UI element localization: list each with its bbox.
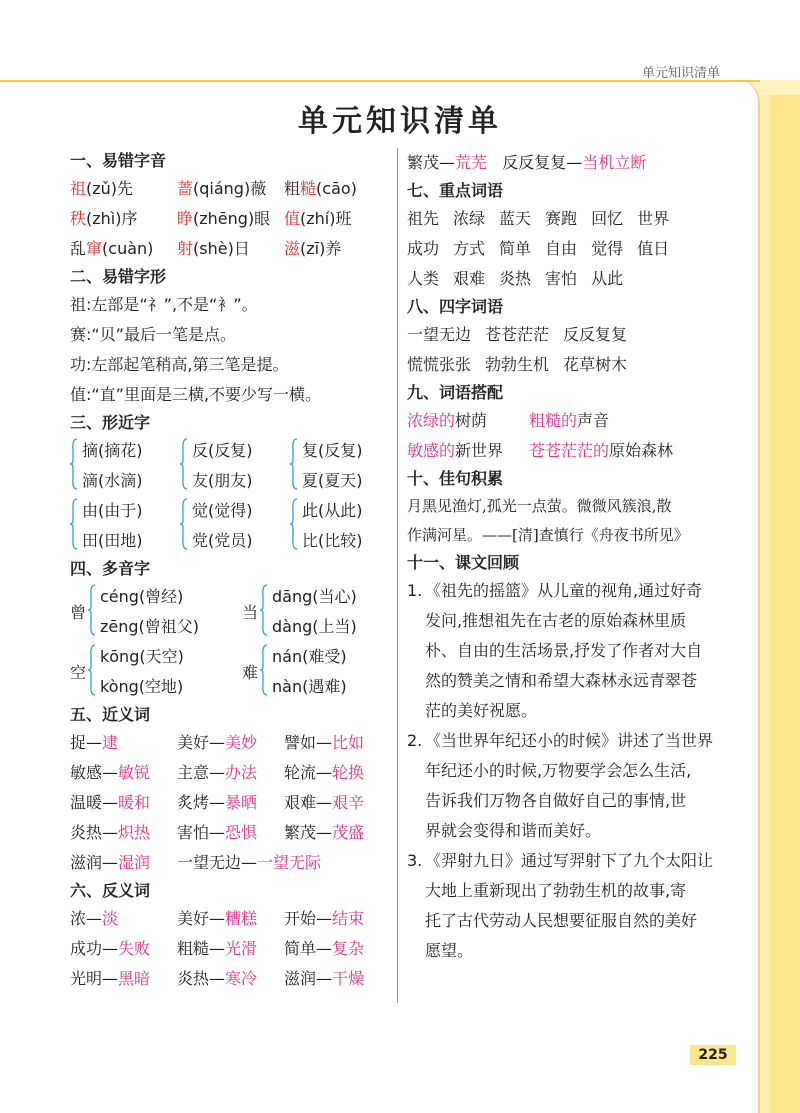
brace-icon bbox=[70, 498, 78, 550]
list-row bbox=[70, 174, 390, 204]
brace-icon bbox=[88, 584, 96, 636]
section-heading: 十、佳句积累 bbox=[407, 469, 504, 488]
word-pair: 温暖—暖和 bbox=[70, 793, 151, 812]
collocation-row: 浓绿的树荫 粗糙的声音 bbox=[407, 411, 610, 430]
polyphone-block: 空 kōng(天空) kòng(空地) 难 nán(难受) nàn(遇难) bbox=[70, 642, 390, 702]
section-heading: 六、反义词 bbox=[70, 881, 151, 900]
word-pair: 滋润—湿润 bbox=[70, 853, 151, 872]
section-heading: 十一、课文回顾 bbox=[407, 553, 520, 572]
word-pair: 轮流—轮换 bbox=[284, 763, 365, 782]
pron-item: 粗糙(cāo) bbox=[284, 179, 357, 198]
list-row bbox=[70, 204, 390, 234]
pron-item: 值(zhí)班 bbox=[284, 209, 352, 228]
column-divider bbox=[397, 148, 398, 1003]
review-item: 1. 《祖先的摇篮》从儿童的视角,通过好奇 发问,推想祖先在古老的原始森林里质 朴、自由的生活场景,抒发了作者对大自 然的赞美之情和希望大森林永远青翠苍 茫的美好祝愿。 bbox=[407, 581, 703, 720]
pron-item: 滋(zī)养 bbox=[284, 239, 342, 258]
polyphone-block: 曾 céng(曾经) zēng(曾祖父) 当 dāng(当心) dàng(上当) bbox=[70, 582, 390, 642]
list-row bbox=[70, 904, 390, 934]
list-row bbox=[70, 934, 390, 964]
section-heading: 五、近义词 bbox=[70, 705, 151, 724]
word-pair: 炎热—炽热 bbox=[70, 823, 151, 842]
word-pair: 美好—糟糕 bbox=[177, 909, 258, 928]
brace-icon bbox=[260, 584, 268, 636]
right-column bbox=[407, 148, 737, 966]
brace-icon bbox=[88, 644, 96, 696]
page-number: 225 bbox=[690, 1045, 736, 1065]
section-heading: 二、易错字形 bbox=[70, 267, 167, 286]
poem-quote: 月黑见渔灯,孤光一点萤。微微风簇浪,散 作满河星。——[清]查慎行《舟夜书所见》 bbox=[407, 497, 689, 544]
key-words-row: 祖先 浓绿 蓝天 赛跑 回忆 世界 bbox=[407, 209, 670, 228]
word-pair: 炙烤—暴晒 bbox=[177, 793, 258, 812]
word-pair: 譬如—比如 bbox=[284, 733, 365, 752]
word-pair: 敏感—敏锐 bbox=[70, 763, 151, 782]
section-heading: 九、词语搭配 bbox=[407, 383, 504, 402]
list-row bbox=[70, 758, 390, 788]
word-pair: 美好—美妙 bbox=[177, 733, 258, 752]
word-pair: 光明—黑暗 bbox=[70, 969, 151, 988]
section-heading: 四、多音字 bbox=[70, 559, 151, 578]
brace-icon bbox=[290, 498, 298, 550]
word-pair: 开始—结束 bbox=[284, 909, 365, 928]
word-pair: 艰难—艰辛 bbox=[284, 793, 365, 812]
word-pair: 害怕—恐惧 bbox=[177, 823, 258, 842]
section-heading: 三、形近字 bbox=[70, 413, 151, 432]
section-heading: 一、易错字音 bbox=[70, 151, 167, 170]
list-row bbox=[70, 964, 390, 994]
pron-item: 蔷(qiáng)薇 bbox=[177, 179, 267, 198]
word-pair: 浓—淡 bbox=[70, 909, 119, 928]
glyph-note: 功:左部起笔稍高,第三笔是提。 bbox=[70, 355, 289, 374]
list-row bbox=[70, 818, 390, 848]
running-title: 单元知识清单 bbox=[641, 66, 720, 81]
pron-item: 秩(zhì)序 bbox=[70, 209, 138, 228]
list-row bbox=[70, 788, 390, 818]
similar-chars-block: 摘(摘花) 滴(水滴) 反(反复) 友(朋友) 复(反复) 夏(夏天) bbox=[70, 436, 390, 496]
brace-icon bbox=[260, 644, 268, 696]
left-column bbox=[70, 148, 390, 994]
pron-item: 祖(zǔ)先 bbox=[70, 179, 134, 198]
glyph-note: 赛:“贝”最后一笔是点。 bbox=[70, 325, 236, 344]
glyph-note: 祖:左部是“礻”,不是“衤”。 bbox=[70, 295, 258, 314]
word-pair: 繁茂—茂盛 bbox=[284, 823, 365, 842]
pron-item: 射(shè)日 bbox=[177, 239, 250, 258]
antonym-continued: 繁茂—荒芜 反反复复—当机立断 bbox=[407, 153, 647, 172]
key-words-row: 人类 艰难 炎热 害怕 从此 bbox=[407, 269, 624, 288]
pron-item: 睁(zhēng)眼 bbox=[177, 209, 271, 228]
word-pair: 一望无边—一望无际 bbox=[177, 853, 322, 872]
review-item: 2. 《当世界年纪还小的时候》讲述了当世界 年纪还小的时候,万物要学会怎么生活, 告诉我们万物各自做好自己的事情,世 界就会变得和谐而美好。 bbox=[407, 731, 714, 840]
page-title: 单元知识清单 bbox=[298, 104, 502, 139]
word-pair: 成功—失败 bbox=[70, 939, 151, 958]
word-pair: 简单—复杂 bbox=[284, 939, 365, 958]
brace-icon bbox=[290, 438, 298, 490]
word-pair: 滋润—干燥 bbox=[284, 969, 365, 988]
list-row bbox=[70, 728, 390, 758]
section-heading: 七、重点词语 bbox=[407, 181, 504, 200]
synonym-list bbox=[70, 728, 390, 878]
list-row bbox=[70, 234, 390, 264]
section-heading: 八、四字词语 bbox=[407, 297, 504, 316]
key-words-row: 成功 方式 简单 自由 觉得 值日 bbox=[407, 239, 670, 258]
similar-chars-block: 由(由于) 田(田地) 觉(觉得) 党(党员) 此(从此) 比(比较) bbox=[70, 496, 390, 556]
brace-icon bbox=[70, 438, 78, 490]
list-row bbox=[70, 848, 390, 878]
brace-icon bbox=[180, 498, 188, 550]
idiom-row: 慌慌张张 勃勃生机 花草树木 bbox=[407, 355, 628, 374]
pron-item: 乱窜(cuàn) bbox=[70, 239, 154, 258]
pronunciation-list bbox=[70, 174, 390, 264]
idiom-row: 一望无边 苍苍茫茫 反反复复 bbox=[407, 325, 628, 344]
word-pair: 主意—办法 bbox=[177, 763, 258, 782]
antonym-list bbox=[70, 904, 390, 994]
word-pair: 捉—逮 bbox=[70, 733, 119, 752]
glyph-note: 值:“直”里面是三横,不要少写一横。 bbox=[70, 385, 322, 404]
word-pair: 粗糙—光滑 bbox=[177, 939, 258, 958]
word-pair: 炎热—寒冷 bbox=[177, 969, 258, 988]
collocation-row: 敏感的新世界 苍苍茫茫的原始森林 bbox=[407, 441, 674, 460]
review-item: 3. 《羿射九日》通过写羿射下了九个太阳让 大地上重新现出了勃勃生机的故事,寄 托了古代劳动人民想要征服自然的美好 愿望。 bbox=[407, 851, 714, 960]
brace-icon bbox=[180, 438, 188, 490]
